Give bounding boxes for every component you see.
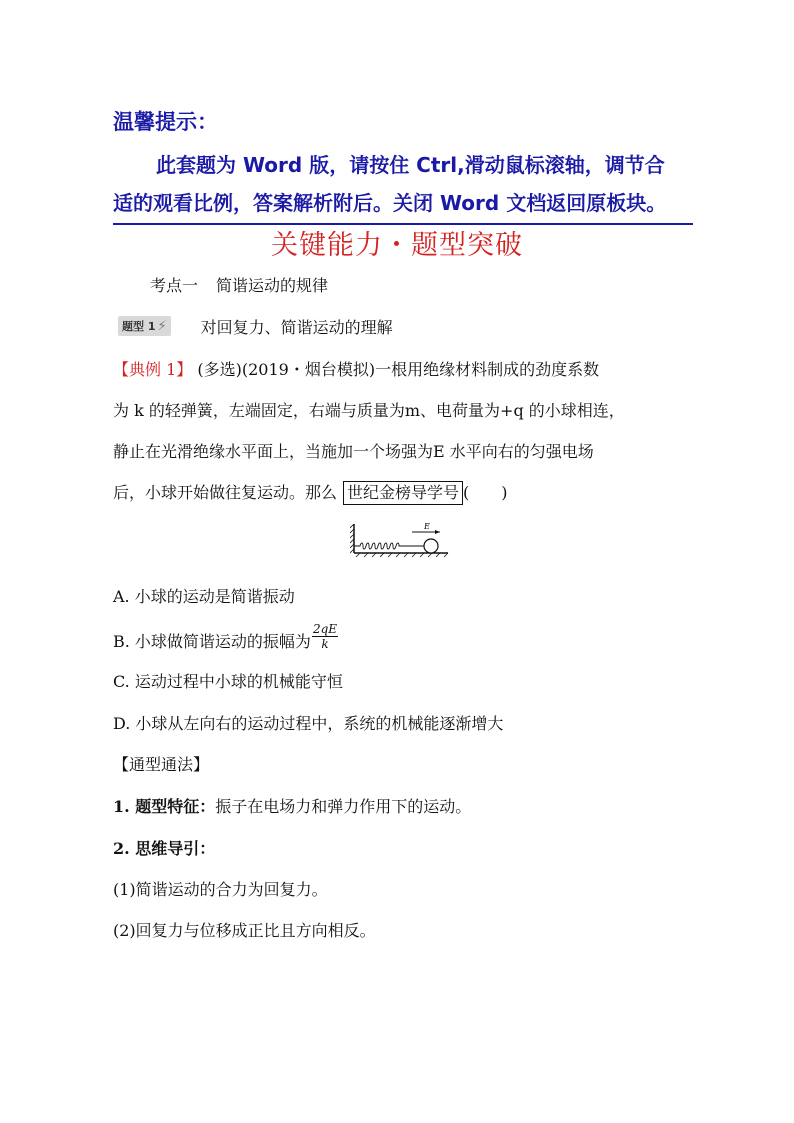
option-a: A. 小球的运动是简谐振动 <box>113 587 295 606</box>
tip-line-2: 适的观看比例，答案解析附后。关闭 Word 文档返回原板块。 <box>113 184 693 225</box>
lightning-icon: ⚡ <box>157 318 167 334</box>
option-b-text: B. 小球做简谐运动的振幅为 <box>113 632 311 651</box>
fraction-numerator: 2qE <box>312 622 338 636</box>
field-label: E <box>424 522 430 531</box>
spring-coil <box>354 543 424 549</box>
answer-bracket: ( ) <box>463 483 508 502</box>
tixing-badge <box>118 316 171 336</box>
tip-title: 温馨提示： <box>113 110 218 134</box>
kaodian-name: 简谐运动的规律 <box>216 276 329 295</box>
tixing-row <box>118 313 393 339</box>
item1-head: 1. 题型特征： <box>113 797 216 816</box>
example-line-3: 静止在光滑绝缘水平面上，当施加一个场强为E 水平向右的匀强电场 <box>113 442 594 461</box>
example-tag: 【典例 1】 <box>113 360 193 379</box>
ball <box>424 539 438 553</box>
tixing-badge-label: 题型 1 <box>122 320 156 333</box>
method-tag: 【通型通法】 <box>113 755 210 774</box>
spring-ball-diagram <box>350 520 450 558</box>
option-b <box>113 622 338 657</box>
tip-line-1: 此套题为 Word 版，请按住 Ctrl,滑动鼠标滚轴，调节合 <box>156 153 665 177</box>
example-question <box>113 349 683 513</box>
example-text-4: 后，小球开始做往复运动。那么 <box>113 483 338 502</box>
field-arrow-head <box>435 530 440 534</box>
option-d: D. 小球从左向右的运动过程中，系统的机械能逐渐增大 <box>113 714 504 733</box>
example-line-2: 为 k 的轻弹簧，左端固定，右端与质量为m、电荷量为+q 的小球相连， <box>113 401 625 420</box>
option-b-fraction <box>312 622 338 651</box>
method-item-2: 2. 思维导引： <box>113 839 216 858</box>
tip-body <box>113 146 695 225</box>
method-sub-1: (1)简谐运动的合力为回复力。 <box>113 880 328 899</box>
kaodian-label: 考点一 <box>150 276 199 295</box>
kaodian-heading <box>150 273 328 296</box>
section-title: 关键能力・题型突破 <box>271 230 523 261</box>
fraction-denominator: k <box>321 637 329 651</box>
guide-link-box[interactable]: 世纪金榜导学号 <box>343 481 463 505</box>
item1-body: 振子在电场力和弹力作用下的运动。 <box>215 797 472 816</box>
example-line-4 <box>113 472 683 513</box>
method-sub-2: (2)回复力与位移成正比且方向相反。 <box>113 921 376 940</box>
example-text-1: (多选)(2019・烟台模拟)一根用绝缘材料制成的劲度系数 <box>197 360 600 379</box>
method-item-1 <box>113 794 471 817</box>
option-c: C. 运动过程中小球的机械能守恒 <box>113 672 343 691</box>
tixing-text: 对回复力、简谐运动的理解 <box>200 317 393 337</box>
example-line-1 <box>113 349 683 390</box>
